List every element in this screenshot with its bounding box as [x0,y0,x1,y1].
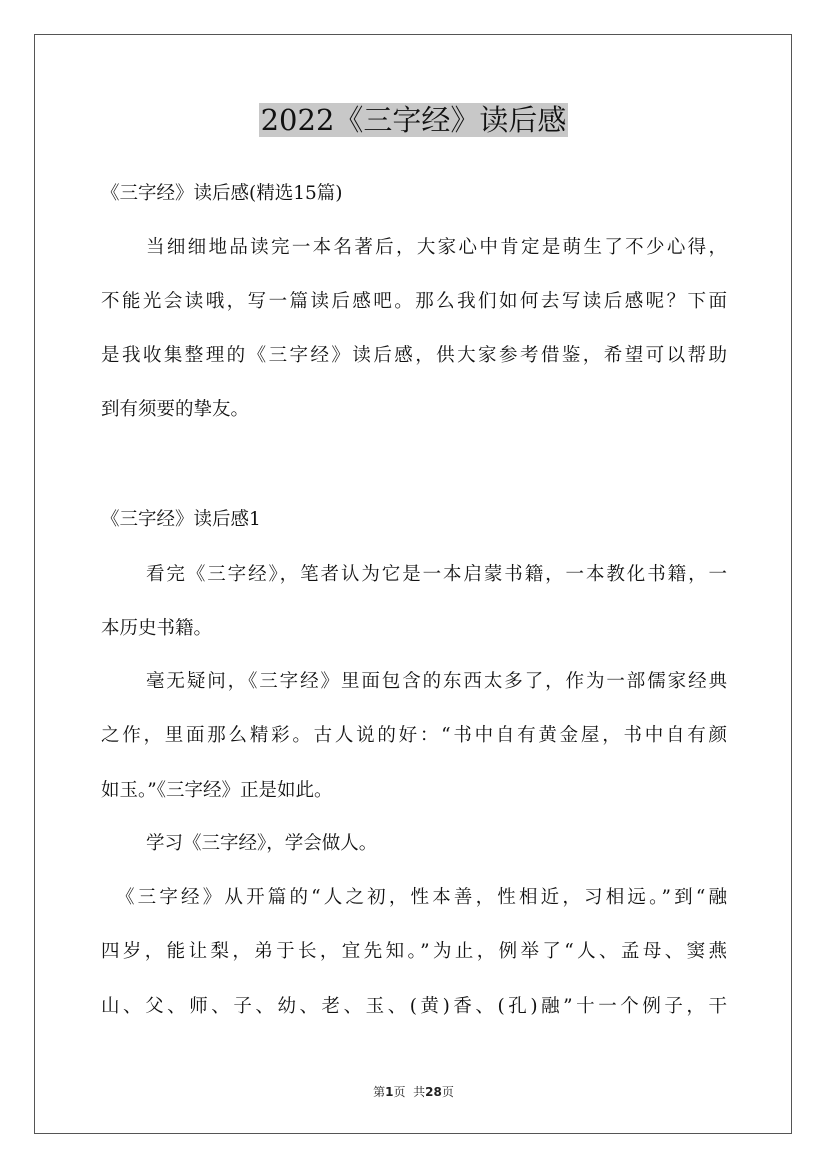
footer-page-prefix: 第 [373,1085,386,1099]
page-footer [0,1084,827,1100]
footer-page-mid: 页 共 [393,1085,426,1099]
paragraph-line: 山、父、师、子、幼、老、玉、(黄)香、(孔)融”十一个例子，干 [101,996,727,1017]
footer-total-pages: 28 [425,1085,442,1099]
footer-page-number: 1 [385,1085,394,1099]
section-heading: 《三字经》读后感1 [101,509,261,530]
footer-page-suffix: 页 [441,1085,454,1099]
paragraph-line: 到有须要的挚友。 [101,399,250,420]
paragraph-line: 之作，里面那么精彩。古人说的好：“书中自有黄金屋，书中自有颜 [101,725,727,746]
subtitle-line: 《三字经》读后感(精选15篇) [101,183,343,204]
paragraph-line: 当细细地品读完一本名著后，大家心中肯定是萌生了不少心得， [146,237,727,258]
paragraph-line: 如玉。”《三字经》正是如此。 [101,780,333,801]
paragraph-line: 学习《三字经》，学会做人。 [146,833,378,854]
paragraph-line: 本历史书籍。 [101,618,213,639]
paragraph-line: 是我收集整理的《三字经》读后感，供大家参考借鉴，希望可以帮助 [101,345,727,366]
paragraph-line: 四岁，能让梨，弟于长，宜先知。”为止，例举了“人、孟母、窦燕 [101,941,727,962]
paragraph-line: 看完《三字经》，笔者认为它是一本启蒙书籍，一本教化书籍，一 [146,564,727,585]
paragraph-line: 不能光会读哦，写一篇读后感吧。那么我们如何去写读后感呢？下面 [101,291,727,312]
document-title [0,99,827,141]
document-title-text: 2022《三字经》读后感 [260,103,567,137]
paragraph-line: 毫无疑问，《三字经》里面包含的东西太多了，作为一部儒家经典 [146,671,727,692]
paragraph-line: 《三字经》从开篇的“人之初，性本善，性相近，习相远。”到“融 [116,887,727,908]
